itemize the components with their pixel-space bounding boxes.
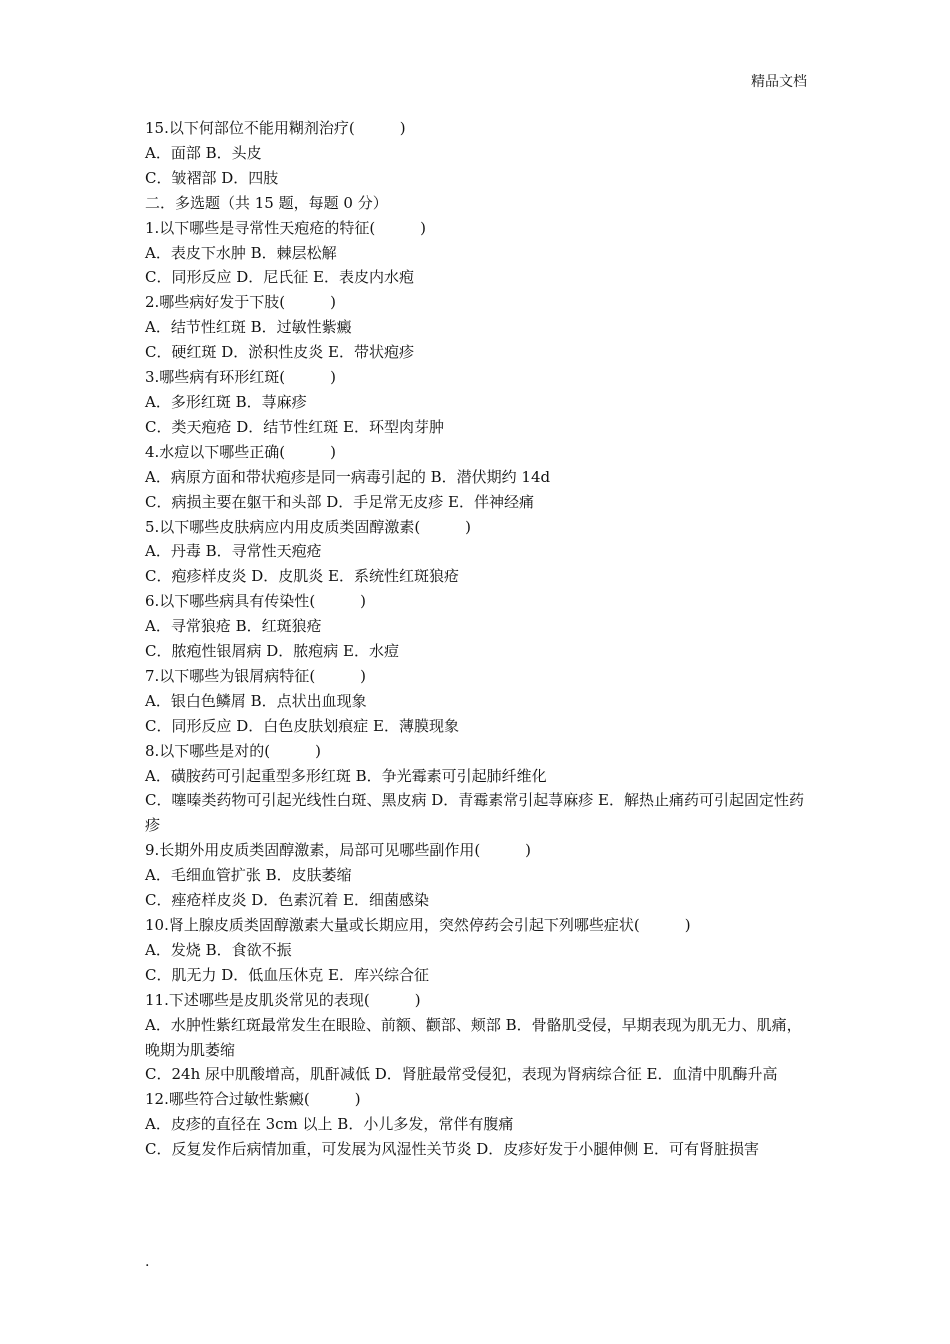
question-3: 3.哪些病有环形红斑( ) (145, 368, 337, 387)
option-line: C．同形反应 D．尼氏征 E．表皮内水疱 (145, 268, 414, 287)
question-4: 4.水痘以下哪些正确( ) (145, 442, 337, 461)
question-10: 10.肾上腺皮质类固醇激素大量或长期应用，突然停药会引起下列哪些症状( ) (145, 916, 691, 934)
option-line: A．病原方面和带状疱疹是同一病毒引起的 B．潜伏期约 14d (145, 467, 551, 486)
question-12: 12.哪些符合过敏性紫癜( ) (145, 1090, 361, 1109)
question-11: 11.下述哪些是皮肌炎常见的表现( ) (145, 990, 421, 1009)
option-line: A．毛细血管扩张 B．皮肤萎缩 (145, 866, 352, 885)
option-line: A．表皮下水肿 B．棘层松解 (145, 243, 337, 262)
option-line: A．丹毒 B．寻常性天疱疮 (145, 542, 322, 561)
option-line: C．类天疱疮 D．结节性红斑 E．环型肉芽肿 (145, 417, 444, 436)
question-9: 9.长期外用皮质类固醇激素，局部可见哪些副作用( ) (145, 841, 532, 860)
option-line: C．痤疮样皮炎 D．色素沉着 E．细菌感染 (145, 891, 429, 910)
option-line: C．皱褶部 D．四肢 (145, 168, 279, 187)
question-2: 2.哪些病好发于下肢( ) (145, 293, 337, 312)
question-8: 8.以下哪些是对的( ) (145, 741, 322, 760)
option-line: C．硬红斑 D．淤积性皮炎 E．带状疱疹 (145, 343, 414, 362)
option-line: A．银白色鳞屑 B．点状出血现象 (145, 691, 367, 710)
option-line: C．肌无力 D．低血压休克 E．库兴综合征 (145, 965, 429, 984)
question-6: 6.以下哪些病具有传染性( ) (145, 592, 367, 611)
question-7: 7.以下哪些为银屑病特征( ) (145, 666, 367, 685)
option-line: C．同形反应 D．白色皮肤划痕症 E．薄膜现象 (145, 716, 459, 735)
page-footer-dot: . (145, 1254, 150, 1270)
option-line: C．疱疹样皮炎 D．皮肌炎 E．系统性红斑狼疮 (145, 567, 459, 586)
option-line: C．反复发作后病情加重，可发展为风湿性关节炎 D．皮疹好发于小腿伸侧 E．可有肾脏损害 (145, 1140, 759, 1159)
option-line: C．病损主要在躯干和头部 D．手足常无皮疹 E．伴神经痛 (145, 492, 534, 511)
option-line: C．脓疱性银屑病 D．脓疱病 E．水痘 (145, 642, 399, 661)
question-15: 15.以下何部位不能用糊剂治疗( ) (145, 119, 406, 137)
option-line: A．结节性红斑 B．过敏性紫癜 (145, 318, 352, 337)
option-line: A．多形红斑 B．荨麻疹 (145, 392, 307, 411)
option-line: A．寻常狼疮 B．红斑狼疮 (145, 617, 322, 636)
option-line: A．水肿性紫红斑最常发生在眼睑、前额、颧部、颊部 B．骨骼肌受侵，早期表现为肌无力、肌痛，晚期为肌萎缩 (145, 1015, 802, 1059)
section-heading: 二．多选题（共 15 题，每题 0 分） (145, 193, 388, 212)
question-5: 5.以下哪些皮肤病应内用皮质类固醇激素( ) (145, 517, 472, 536)
question-1: 1.以下哪些是寻常性天疱疮的特征( ) (145, 218, 427, 237)
option-line: C．噻嗪类药物可引起光线性白斑、黑皮病 D．青霉素常引起荨麻疹 E．解热止痛药可引起固定性药疹 (145, 791, 804, 835)
document-body (145, 116, 813, 1162)
option-line: A．发烧 B．食欲不振 (145, 940, 292, 959)
page-header-label: 精品文档 (751, 74, 807, 90)
option-line: A．皮疹的直径在 3cm 以上 B．小儿多发，常伴有腹痛 (145, 1115, 514, 1134)
option-line: A．面部 B．头皮 (145, 143, 262, 162)
option-line: A．磺胺药可引起重型多形红斑 B．争光霉素可引起肺纤维化 (145, 766, 547, 785)
option-line: C．24h 尿中肌酸增高，肌酐减低 D．肾脏最常受侵犯，表现为肾病综合征 E．血清中肌酶升高 (145, 1065, 778, 1084)
